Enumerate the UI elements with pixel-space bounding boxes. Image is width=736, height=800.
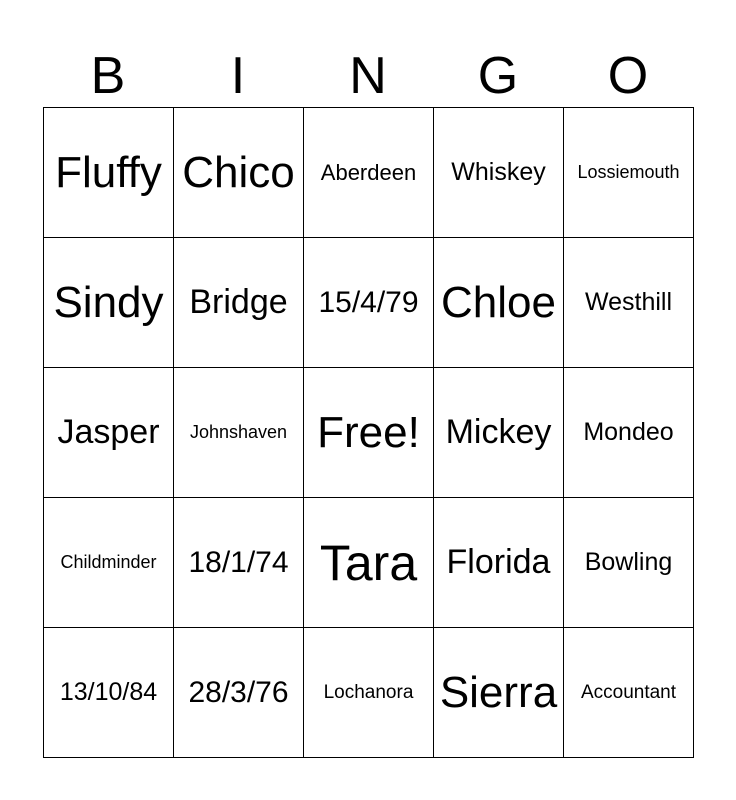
bingo-cell: Mondeo	[564, 368, 694, 498]
bingo-cell: Bowling	[564, 498, 694, 628]
bingo-cell: Lossiemouth	[564, 108, 694, 238]
bingo-cell: Accountant	[564, 628, 694, 758]
bingo-cell: Aberdeen	[304, 108, 434, 238]
bingo-cell: Lochanora	[304, 628, 434, 758]
bingo-cell: Sindy	[44, 238, 174, 368]
bingo-cell: Westhill	[564, 238, 694, 368]
bingo-header	[43, 45, 693, 107]
bingo-cell free-space: Free!	[304, 368, 434, 498]
bingo-cell: 13/10/84	[44, 628, 174, 758]
bingo-card-grid	[43, 107, 694, 758]
bingo-cell: Fluffy	[44, 108, 174, 238]
header-letter-o: O	[607, 47, 649, 105]
header-letter-g: G	[477, 47, 519, 105]
bingo-cell: Childminder	[44, 498, 174, 628]
bingo-cell: 28/3/76	[174, 628, 304, 758]
bingo-cell: 15/4/79	[304, 238, 434, 368]
bingo-cell: Johnshaven	[174, 368, 304, 498]
bingo-cell: Whiskey	[434, 108, 564, 238]
bingo-cell: Jasper	[44, 368, 174, 498]
bingo-cell: Bridge	[174, 238, 304, 368]
bingo-cell: 18/1/74	[174, 498, 304, 628]
header-letter-b: B	[90, 47, 126, 105]
bingo-cell: Chloe	[434, 238, 564, 368]
header-letter-i: I	[230, 47, 246, 105]
bingo-cell: Sierra	[434, 628, 564, 758]
bingo-cell: Florida	[434, 498, 564, 628]
header-letter-n: N	[349, 47, 387, 105]
bingo-cell: Mickey	[434, 368, 564, 498]
bingo-cell: Chico	[174, 108, 304, 238]
bingo-cell: Tara	[304, 498, 434, 628]
